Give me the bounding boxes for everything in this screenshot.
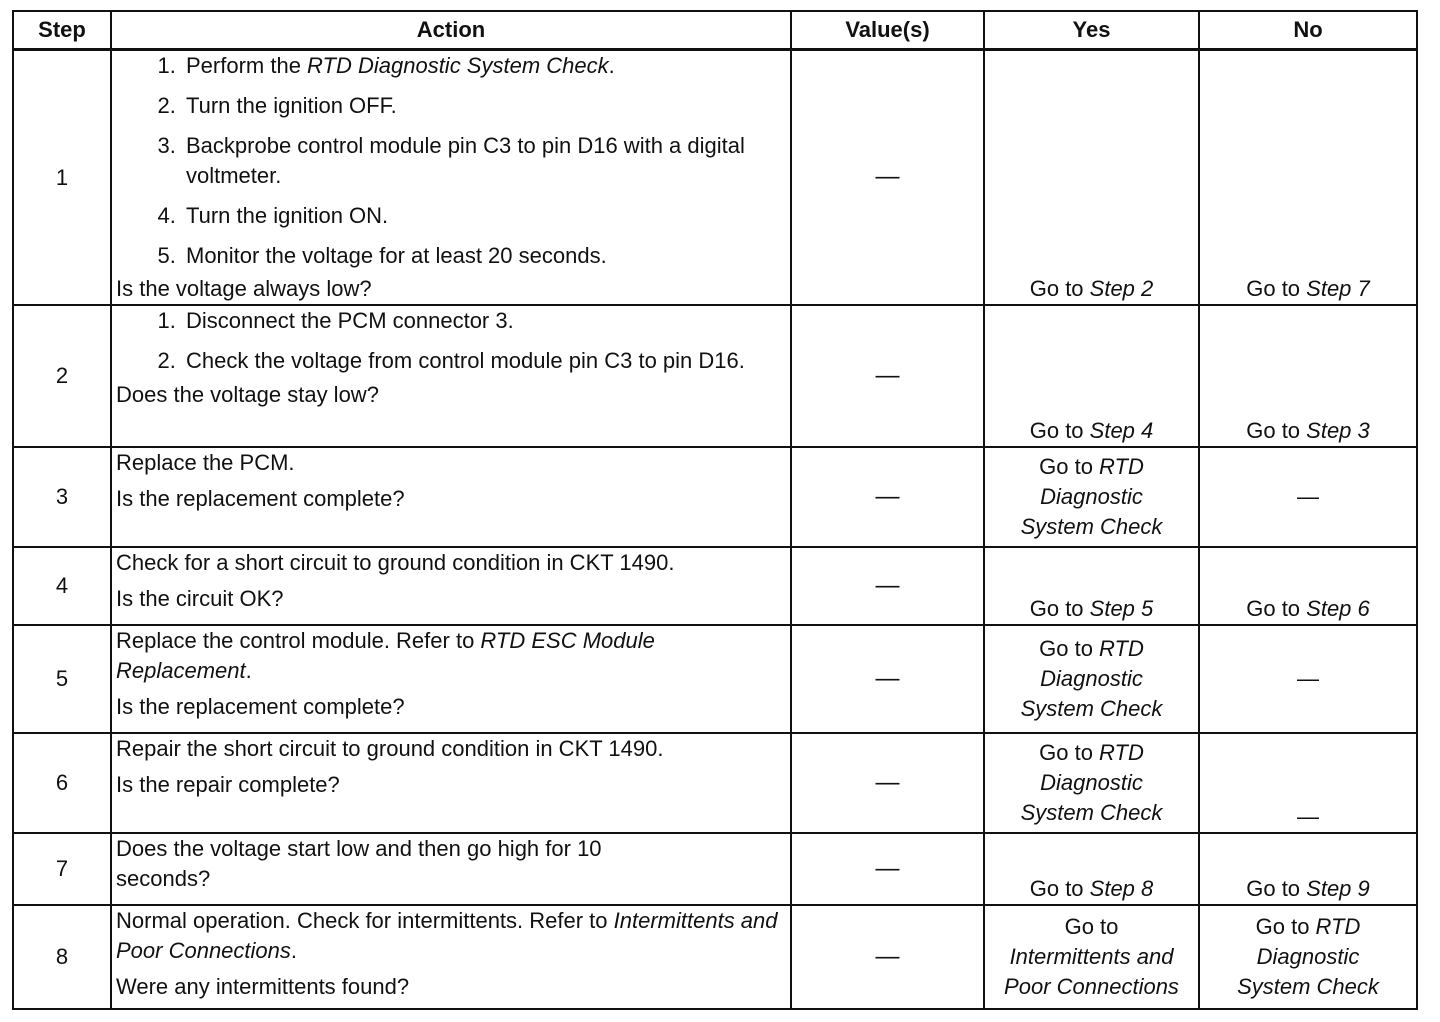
yes-procedure-link-line2[interactable]: Diagnostic [1040,666,1143,692]
action-cell [111,50,791,306]
no-cell: Go to Step 7 [1199,50,1417,306]
action-question: Is the replacement complete? [116,486,405,512]
yes-procedure-link-line3[interactable]: System Check [1020,696,1163,722]
empty-no-dash: — [1297,804,1319,830]
step-number: 2 [13,305,111,447]
action-step: 4. Turn the ignition ON. [182,201,786,231]
value-cell [791,547,984,625]
table-row [13,447,1417,547]
value-cell [791,447,984,547]
action-step: 3. Backprobe control module pin C3 to pin D16 with a digital voltmeter. [182,131,786,191]
value-cell [791,833,984,905]
yes-procedure-link[interactable]: RTD [1099,740,1144,766]
header-action: Action [111,11,791,50]
yes-procedure-link-line3[interactable]: System Check [1020,800,1163,826]
empty-value-dash: — [875,362,900,390]
value-cell [791,733,984,833]
action-question: Is the circuit OK? [116,586,284,612]
table-row [13,547,1417,625]
yes-cell: Go to Step 8 [984,833,1199,905]
yes-cell: Go to Step 4 [984,305,1199,447]
header-row [13,11,1417,50]
no-cell: Go to Step 9 [1199,833,1417,905]
header-yes: Yes [984,11,1199,50]
table-row [13,625,1417,733]
action-step: 2. Check the voltage from control module pin C3 to pin D16. [182,346,786,376]
no-cell: Go to Step 6 [1199,547,1417,625]
yes-procedure-link[interactable]: Intermittents and [1009,944,1174,970]
action-cell [111,905,791,1009]
action-step: 2. Turn the ignition OFF. [182,91,786,121]
procedure-link[interactable]: Intermittents and Poor Connections [116,908,778,964]
yes-cell: Go to RTD Diagnostic System Check [984,447,1199,547]
action-steps [116,306,786,376]
step-number: 5 [13,625,111,733]
no-procedure-link-line3[interactable]: System Check [1237,974,1379,1000]
no-step-link[interactable]: Step 3 [1306,418,1370,444]
step-number: 3 [13,447,111,547]
no-cell: Go to Step 3 [1199,305,1417,447]
yes-step-link[interactable]: Step 2 [1089,276,1154,302]
action-cell [111,625,791,733]
yes-procedure-link-line3[interactable]: System Check [1020,514,1163,540]
yes-step-link[interactable]: Step 4 [1089,418,1154,444]
empty-value-dash: — [875,572,900,600]
action-cell [111,733,791,833]
action-cell [111,305,791,447]
action-question: Is the voltage always low? [116,276,372,302]
header-step: Step [13,11,111,50]
yes-step-link[interactable]: Step 5 [1089,596,1154,622]
table-row [13,833,1417,905]
yes-procedure-link-line2[interactable]: Poor Connections [1004,974,1179,1000]
action-question: Is the replacement complete? [116,694,405,720]
action-text: Normal operation. Check for intermittents. Refer to Intermittents and Poor Connections. [116,908,778,964]
empty-no-dash: — [1297,484,1319,510]
no-procedure-link[interactable]: RTD [1315,914,1361,940]
no-step-link[interactable]: Step 9 [1306,876,1370,902]
action-text: Replace the control module. Refer to RTD ESC Module Replacement. [116,628,655,684]
no-cell: Go to RTD Diagnostic System Check [1199,905,1417,1009]
yes-procedure-link-line2[interactable]: Diagnostic [1040,484,1143,510]
no-cell [1199,625,1417,733]
header-no: No [1199,11,1417,50]
action-text: Replace the PCM. [116,450,295,476]
yes-cell: Go to Step 2 [984,50,1199,306]
empty-value-dash: — [875,163,900,191]
step-number: 4 [13,547,111,625]
value-cell [791,905,984,1009]
step-number: 1 [13,50,111,306]
no-cell [1199,447,1417,547]
procedure-link[interactable]: RTD ESC Module Replacement [116,628,655,684]
yes-cell: Go to Step 5 [984,547,1199,625]
value-cell [791,305,984,447]
header-values: Value(s) [791,11,984,50]
yes-procedure-link[interactable]: RTD [1099,636,1144,662]
yes-cell: Go to RTD Diagnostic System Check [984,733,1199,833]
diagnostic-table [12,10,1418,1010]
empty-value-dash: — [875,943,900,971]
action-question: Does the voltage stay low? [116,382,379,408]
empty-value-dash: — [875,483,900,511]
table-row [13,50,1417,306]
procedure-link[interactable]: RTD Diagnostic System Check [307,53,609,78]
action-step: 1. Perform the RTD Diagnostic System Check. [182,51,786,81]
step-number: 7 [13,833,111,905]
table-row [13,305,1417,447]
no-step-link[interactable]: Step 6 [1306,596,1370,622]
action-text: Repair the short circuit to ground condition in CKT 1490. [116,736,664,762]
action-cell [111,833,791,905]
action-cell [111,447,791,547]
table-row [13,905,1417,1009]
action-text: Check for a short circuit to ground condition in CKT 1490. [116,550,675,576]
empty-value-dash: — [875,769,900,797]
yes-step-link[interactable]: Step 8 [1089,876,1154,902]
action-steps [116,51,786,270]
yes-cell: Go to RTD Diagnostic System Check [984,625,1199,733]
value-cell [791,625,984,733]
step-number: 8 [13,905,111,1009]
yes-procedure-link[interactable]: RTD [1099,454,1144,480]
action-question: Is the repair complete? [116,772,340,798]
action-step: 1. Disconnect the PCM connector 3. [182,306,786,336]
table-row [13,733,1417,833]
action-text: Does the voltage start low and then go high for 10 seconds? [116,836,602,892]
value-cell [791,50,984,306]
yes-cell: Go to Intermittents and Poor Connections [984,905,1199,1009]
empty-value-dash: — [875,855,900,883]
action-step: 5. Monitor the voltage for at least 20 seconds. [182,241,786,271]
no-cell [1199,733,1417,833]
no-step-link[interactable]: Step 7 [1306,276,1370,302]
no-procedure-link-line2[interactable]: Diagnostic [1256,944,1360,970]
empty-no-dash: — [1297,666,1319,692]
action-question: Were any intermittents found? [116,974,410,1000]
step-number: 6 [13,733,111,833]
yes-procedure-link-line2[interactable]: Diagnostic [1040,770,1143,796]
empty-value-dash: — [875,665,900,693]
action-cell [111,547,791,625]
